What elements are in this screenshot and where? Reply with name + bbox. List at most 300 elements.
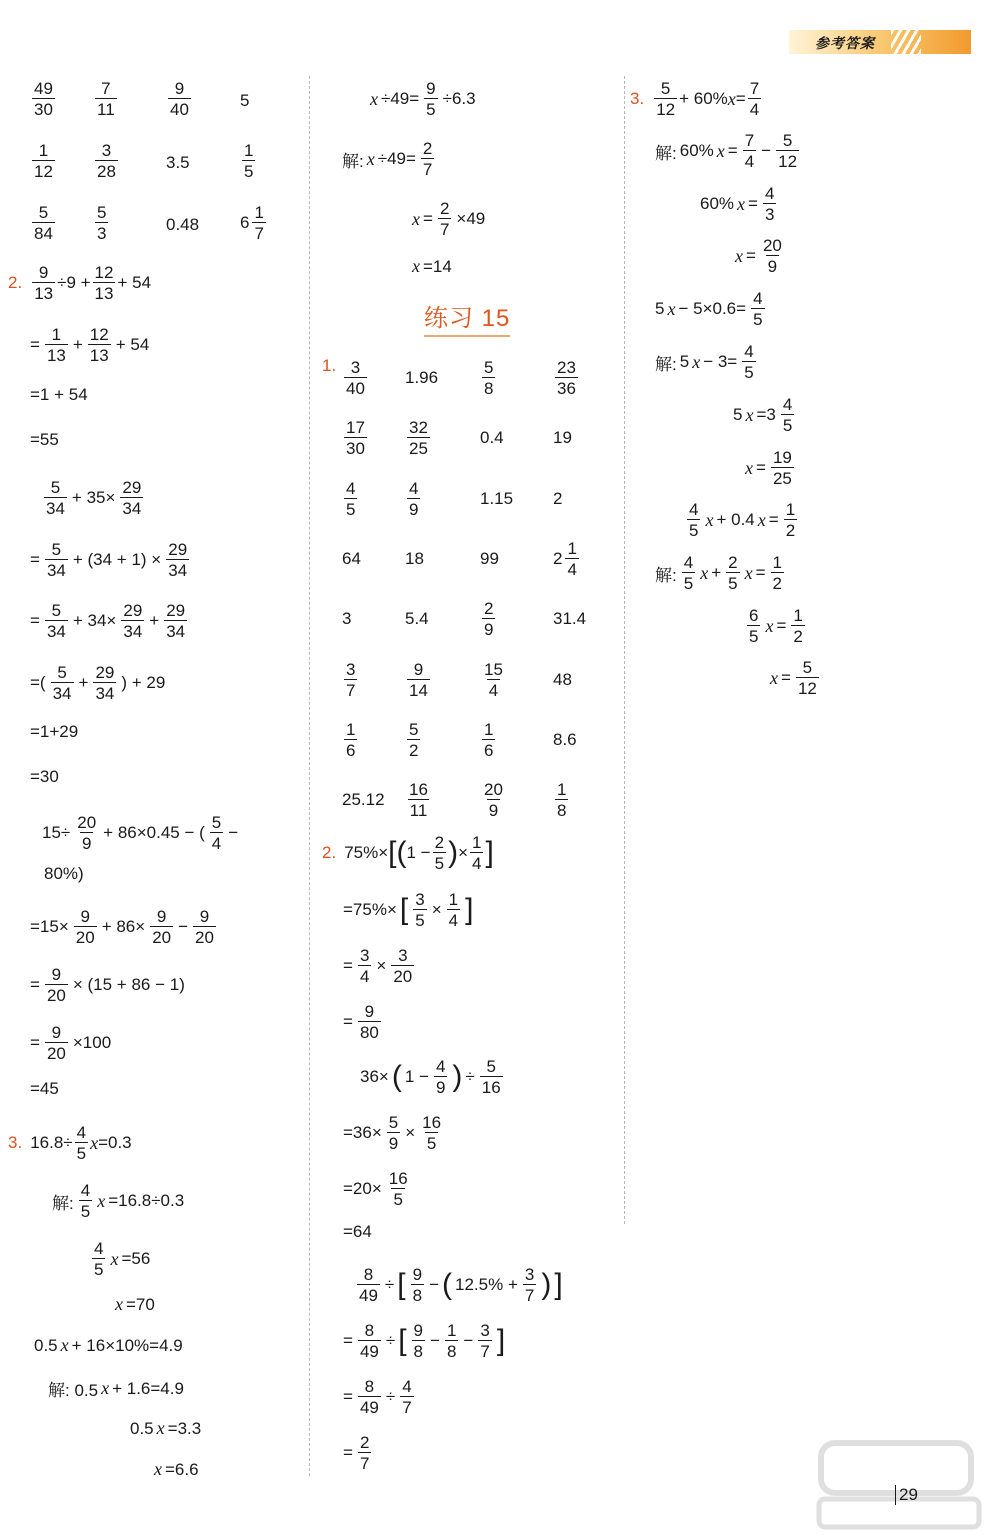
numerator: 4 <box>753 289 763 308</box>
grid-cell-r5-c4 <box>553 597 589 641</box>
fraction <box>418 1114 445 1152</box>
denominator: 4 <box>359 967 370 986</box>
variable: x <box>700 562 709 583</box>
col2-q2-b <box>360 1058 508 1096</box>
header-stripes <box>891 30 921 54</box>
col1-q2-c <box>42 814 241 852</box>
numerator: 5 <box>409 719 419 739</box>
grid-cell-r3-c2 <box>405 477 425 521</box>
col1-row2-c2 <box>93 142 123 180</box>
denominator: 5 <box>749 627 759 646</box>
col3-a <box>630 80 766 118</box>
math-text: − <box>228 823 239 842</box>
grid-cell-r3-c3 <box>480 477 516 521</box>
col3-c3 <box>770 659 824 697</box>
fraction <box>405 781 432 819</box>
denominator: 28 <box>97 162 116 181</box>
numerator: 3 <box>101 141 112 160</box>
col2-t1 <box>370 80 479 118</box>
math-text: + 86×0.45 − ( <box>103 823 205 842</box>
math-text: ×49 <box>456 209 486 228</box>
col1-row1-c1 <box>30 80 60 118</box>
col2-q2-c <box>355 1266 566 1304</box>
col2-q2-b3: =64 <box>343 1222 372 1241</box>
denominator: 7 <box>402 1398 412 1417</box>
denominator: 9 <box>409 499 419 519</box>
numerator: 4 <box>764 184 775 203</box>
fraction <box>432 1058 449 1096</box>
fraction <box>342 359 369 397</box>
bracket: ] <box>465 893 474 926</box>
col1-row1-c3 <box>166 80 196 118</box>
fraction <box>480 781 507 819</box>
col1-q2-a1 <box>30 326 152 364</box>
math-text: =36× <box>343 1123 382 1142</box>
grid-cell-r2-c2 <box>405 416 435 460</box>
fraction <box>759 237 786 275</box>
denominator: 4 <box>448 911 459 930</box>
bracket: [ <box>399 893 409 926</box>
numerator: 9 <box>38 263 49 282</box>
col1-row3-c1 <box>30 204 60 242</box>
col1-row2-c1 <box>30 142 60 180</box>
q3-number: 3. <box>8 1133 23 1152</box>
whole-part: 2 <box>553 548 563 568</box>
denominator: 3 <box>97 224 107 243</box>
math-text: + 16×10%=4.9 <box>71 1335 183 1355</box>
variable: x <box>765 615 774 636</box>
fraction <box>411 891 428 929</box>
bracket: ) <box>452 1060 463 1093</box>
col2-t4 <box>412 256 455 277</box>
math-text: = <box>343 1012 353 1031</box>
denominator: 12 <box>778 152 798 171</box>
col1-q2-b5: =30 <box>30 767 59 786</box>
math-text: 25.12 <box>342 790 385 810</box>
math-text: 1.15 <box>480 488 514 508</box>
numerator: 4 <box>76 1123 87 1142</box>
numerator: 5 <box>97 203 107 222</box>
numerator: 32 <box>409 418 428 438</box>
grid-cell-r6-c2 <box>405 658 435 702</box>
fraction <box>480 600 497 638</box>
numerator: 9 <box>51 1023 62 1042</box>
fraction <box>480 661 507 699</box>
denominator: 4 <box>749 100 760 119</box>
col3-c <box>685 501 802 539</box>
math-text: = <box>343 956 353 975</box>
fraction <box>43 541 70 579</box>
variable: x <box>757 509 766 530</box>
fraction <box>166 80 193 118</box>
col1-q2-c4: =45 <box>30 1079 59 1098</box>
fraction <box>73 814 100 852</box>
numerator: 9 <box>426 79 436 98</box>
numerator: 8 <box>364 1321 375 1340</box>
fraction <box>553 540 581 578</box>
math-text: ÷ <box>385 1331 396 1350</box>
col2-t3 <box>412 200 488 238</box>
numerator: 4 <box>94 1239 104 1258</box>
col1-row3-c4 <box>240 204 271 242</box>
variable: x <box>727 88 736 109</box>
bracket: ] <box>496 1324 506 1357</box>
numerator: 4 <box>689 500 699 519</box>
denominator: 7 <box>439 220 450 239</box>
fraction <box>774 132 801 170</box>
numerator: 1 <box>557 780 567 800</box>
denominator: 20 <box>393 967 413 986</box>
grid-cell-r4-c4 <box>553 537 584 581</box>
col2-q2-c3 <box>343 1434 376 1472</box>
fraction <box>191 908 218 946</box>
col3-b1 <box>655 343 761 381</box>
math-text: = <box>727 141 738 160</box>
denominator: 5 <box>683 574 694 593</box>
variable: x <box>110 1248 119 1269</box>
numerator: 9 <box>413 1321 424 1340</box>
col1-q3-a2 <box>90 1240 153 1278</box>
grid-cell-r8-c4 <box>553 778 573 822</box>
math-text: ÷6.3 <box>442 89 476 108</box>
variable: x <box>770 667 778 688</box>
column-divider-1 <box>309 76 310 1476</box>
math-text: 解: 0.5 <box>48 1381 99 1400</box>
numerator: 29 <box>168 540 188 559</box>
denominator: 4 <box>488 680 499 700</box>
math-text: − <box>463 1331 474 1350</box>
math-text: = <box>776 616 787 635</box>
math-text: × <box>458 843 468 862</box>
variable: x <box>154 1459 162 1479</box>
denominator: 5 <box>244 162 254 181</box>
fraction <box>782 501 799 539</box>
numerator: 5 <box>57 663 67 682</box>
denominator: 7 <box>524 1286 535 1305</box>
math-text: ) + 29 <box>121 673 166 692</box>
numerator: 1 <box>38 141 49 160</box>
fraction <box>445 891 462 929</box>
numerator: 3 <box>359 946 370 965</box>
math-text: − 3= <box>703 352 738 371</box>
numerator: 3 <box>350 358 361 377</box>
denominator: 34 <box>95 684 115 703</box>
grid-cell-r5-c2 <box>405 597 432 641</box>
col2-q2-b2 <box>343 1170 415 1208</box>
math-text: =14 <box>423 256 452 276</box>
math-text: = <box>30 550 40 569</box>
math-text: = <box>755 563 766 582</box>
math-text: = <box>30 1033 40 1052</box>
numerator: 2 <box>359 1433 370 1452</box>
math-text: 0.48 <box>166 215 200 234</box>
denominator: 6 <box>346 740 356 760</box>
bracket: [ <box>398 1324 407 1357</box>
col2-t2 <box>342 140 439 178</box>
fraction <box>398 1378 415 1416</box>
denominator: 2 <box>785 521 796 540</box>
numerator: 5 <box>38 203 49 222</box>
fraction <box>521 1266 538 1304</box>
fraction <box>86 326 113 364</box>
math-text: 0.5 <box>130 1418 154 1438</box>
math-text: + <box>72 335 83 354</box>
math-text: 16.8÷ <box>30 1133 73 1152</box>
grid-cell-r3-c1 <box>342 477 362 521</box>
fraction <box>761 185 778 223</box>
denominator: 25 <box>772 469 792 488</box>
col2-q2-b1 <box>343 1114 448 1152</box>
denominator: 12 <box>34 162 53 181</box>
col3-q3-number: 3. <box>630 89 645 108</box>
grid-cell-r1-c3 <box>480 356 500 400</box>
fraction <box>779 396 796 434</box>
math-text: 解: <box>655 565 677 585</box>
numerator: 5 <box>486 1057 496 1076</box>
denominator: 7 <box>346 680 356 700</box>
fraction <box>476 1322 493 1360</box>
fraction <box>30 142 57 180</box>
fraction <box>342 661 359 699</box>
fraction <box>164 541 191 579</box>
denominator: 20 <box>46 986 66 1005</box>
numerator: 5 <box>51 601 62 620</box>
numerator: 8 <box>364 1377 375 1396</box>
denominator: 34 <box>46 499 65 518</box>
fraction <box>409 1266 426 1304</box>
fraction <box>77 1182 94 1220</box>
grid-cell-r3-c4 <box>553 477 565 521</box>
col1-row3-c3 <box>166 204 202 246</box>
fraction <box>73 1124 90 1162</box>
fraction <box>356 1322 383 1360</box>
math-text: 18 <box>405 548 424 568</box>
numerator: 3 <box>480 1321 490 1340</box>
fraction <box>746 80 763 118</box>
denominator: 80 <box>359 1023 379 1042</box>
math-text: 36× <box>360 1067 389 1086</box>
numerator: 9 <box>412 1265 423 1284</box>
numerator: 3 <box>398 946 408 965</box>
col1-q2-a3: =55 <box>30 430 59 449</box>
fraction <box>342 721 359 759</box>
denominator: 5 <box>434 854 445 873</box>
math-text: 1 − <box>406 843 431 862</box>
col1-q2-a <box>8 264 154 302</box>
variable: x <box>737 193 746 214</box>
numerator: 4 <box>683 553 694 572</box>
fraction <box>740 343 757 381</box>
header-tab <box>789 30 971 54</box>
col1-q3-b <box>34 1335 186 1356</box>
denominator: 9 <box>488 801 499 821</box>
math-text: 解: <box>655 143 677 163</box>
denominator: 30 <box>346 439 365 459</box>
denominator: 8 <box>557 801 567 821</box>
fraction <box>342 419 369 457</box>
col2-q2-a3 <box>343 1003 386 1041</box>
grid-cell-r4-c2 <box>405 537 427 581</box>
grid-cell-r2-c4 <box>553 416 575 460</box>
variable: x <box>90 1132 99 1153</box>
bracket: [ <box>388 836 397 869</box>
fraction <box>794 659 821 697</box>
numerator: 1 <box>785 500 796 519</box>
math-text: = <box>735 89 746 108</box>
numerator: 4 <box>435 1057 446 1076</box>
bracket: [ <box>397 1268 406 1301</box>
math-text: = <box>746 246 756 265</box>
col1-row2-c4 <box>240 142 260 180</box>
numerator: 20 <box>484 780 503 800</box>
fraction <box>410 1322 427 1360</box>
denominator: 5 <box>744 363 754 382</box>
col1-q3-a <box>8 1124 135 1162</box>
denominator: 9 <box>484 620 494 640</box>
denominator: 6 <box>484 740 494 760</box>
math-text: 3.5 <box>166 153 190 172</box>
numerator: 7 <box>749 79 760 98</box>
bracket: ) <box>541 1268 552 1301</box>
col1-q2-b <box>42 479 148 517</box>
math-text: 5 <box>733 405 743 424</box>
math-text: 5 <box>240 91 250 110</box>
fraction <box>741 132 758 170</box>
bracket: ( <box>442 1268 453 1301</box>
math-text: − 5×0.6= <box>678 299 747 318</box>
col1-q2-b2 <box>30 602 192 640</box>
numerator: 29 <box>166 601 186 620</box>
numerator: 9 <box>51 965 62 984</box>
denominator: 4 <box>472 854 482 873</box>
denominator: 49 <box>359 1398 379 1417</box>
math-text: 19 <box>553 428 572 448</box>
denominator: 8 <box>412 1286 423 1305</box>
fraction <box>724 554 741 592</box>
grid-cell-r4-c3 <box>480 537 502 581</box>
grid-cell-r1-c4 <box>553 356 583 400</box>
numerator: 9 <box>413 659 424 679</box>
fraction <box>789 607 806 645</box>
math-text: 解: <box>342 151 364 171</box>
numerator: 5 <box>388 1113 399 1132</box>
numerator: 1 <box>51 325 62 344</box>
numerator: 5 <box>802 658 813 677</box>
denominator: 7 <box>254 224 264 243</box>
col3-a1 <box>655 132 804 170</box>
denominator: 13 <box>46 346 66 365</box>
col1-row2-c3 <box>166 142 193 184</box>
numerator: 5 <box>50 478 61 497</box>
variable: x <box>692 351 701 372</box>
denominator: 7 <box>422 160 433 179</box>
numerator: 16 <box>409 780 428 800</box>
col2-q2-number: 2. <box>322 843 337 862</box>
denominator: 9 <box>388 1134 399 1153</box>
math-text: 15÷ <box>42 823 71 842</box>
math-text: ÷9 + <box>57 273 91 292</box>
math-text: ×100 <box>72 1033 112 1052</box>
grid-cell-r6-c3 <box>480 658 510 702</box>
fraction <box>118 479 145 517</box>
math-text: ÷ <box>385 1387 396 1406</box>
fraction <box>436 200 453 238</box>
math-text: 解: <box>52 1193 74 1213</box>
math-text: − <box>429 1275 440 1294</box>
denominator: 12 <box>797 679 817 698</box>
numerator: 15 <box>484 659 503 679</box>
header-label: 参考答案 <box>815 35 875 51</box>
col2-q2-a2 <box>343 947 419 985</box>
fraction <box>148 908 175 946</box>
col3-a2 <box>700 185 781 223</box>
math-text: + 54 <box>115 335 150 354</box>
grid-cell-r7-c3 <box>480 718 500 762</box>
col2-q2-c2 <box>343 1378 419 1416</box>
denominator: 20 <box>75 928 95 947</box>
fraction <box>240 204 268 242</box>
math-text: × (15 + 86 − 1) <box>72 975 185 994</box>
grid-cell-r8-c3 <box>480 778 510 822</box>
numerator: 16 <box>422 1113 442 1132</box>
fraction <box>405 419 432 457</box>
numerator: 4 <box>346 478 356 498</box>
fraction <box>43 602 70 640</box>
numerator: 2 <box>434 833 445 852</box>
denominator: 7 <box>480 1342 490 1361</box>
numerator: 1 <box>472 833 482 852</box>
math-text: 64 <box>342 548 361 568</box>
col1-q3-b1 <box>48 1376 187 1401</box>
denominator: 34 <box>46 561 66 580</box>
denominator: 4 <box>211 834 222 853</box>
math-text: =75%× <box>343 900 397 919</box>
math-text: = <box>30 335 40 354</box>
fraction <box>389 947 416 985</box>
math-text: 0.5 <box>34 1335 58 1355</box>
bracket: ( <box>396 836 407 869</box>
fraction <box>405 721 422 759</box>
denominator: 5 <box>728 574 738 593</box>
denominator: 34 <box>168 561 188 580</box>
numerator: 1 <box>793 606 803 625</box>
col1-q2-c1 <box>30 908 221 946</box>
denominator: 84 <box>34 224 53 243</box>
math-text: =20× <box>343 1179 382 1198</box>
numerator: 9 <box>364 1002 375 1021</box>
numerator: 1 <box>772 553 783 572</box>
denominator: 13 <box>34 284 54 303</box>
numerator: 5 <box>660 79 671 98</box>
fraction <box>431 834 448 872</box>
math-text: 0.4 <box>480 428 504 448</box>
fraction <box>91 664 118 702</box>
fraction <box>405 480 422 518</box>
denominator: 40 <box>346 379 365 398</box>
fraction <box>342 480 359 518</box>
numerator: 3 <box>346 659 356 679</box>
math-text: + 86× <box>101 917 146 936</box>
math-text: 5 <box>679 352 690 371</box>
fraction <box>422 80 439 118</box>
fraction <box>93 142 120 180</box>
bracket: ) <box>448 836 459 869</box>
denominator: 5 <box>426 1134 437 1153</box>
math-text: + <box>711 563 722 582</box>
denominator: 5 <box>346 499 356 519</box>
math-text: + 1.6=4.9 <box>112 1378 184 1398</box>
fraction <box>356 947 373 985</box>
